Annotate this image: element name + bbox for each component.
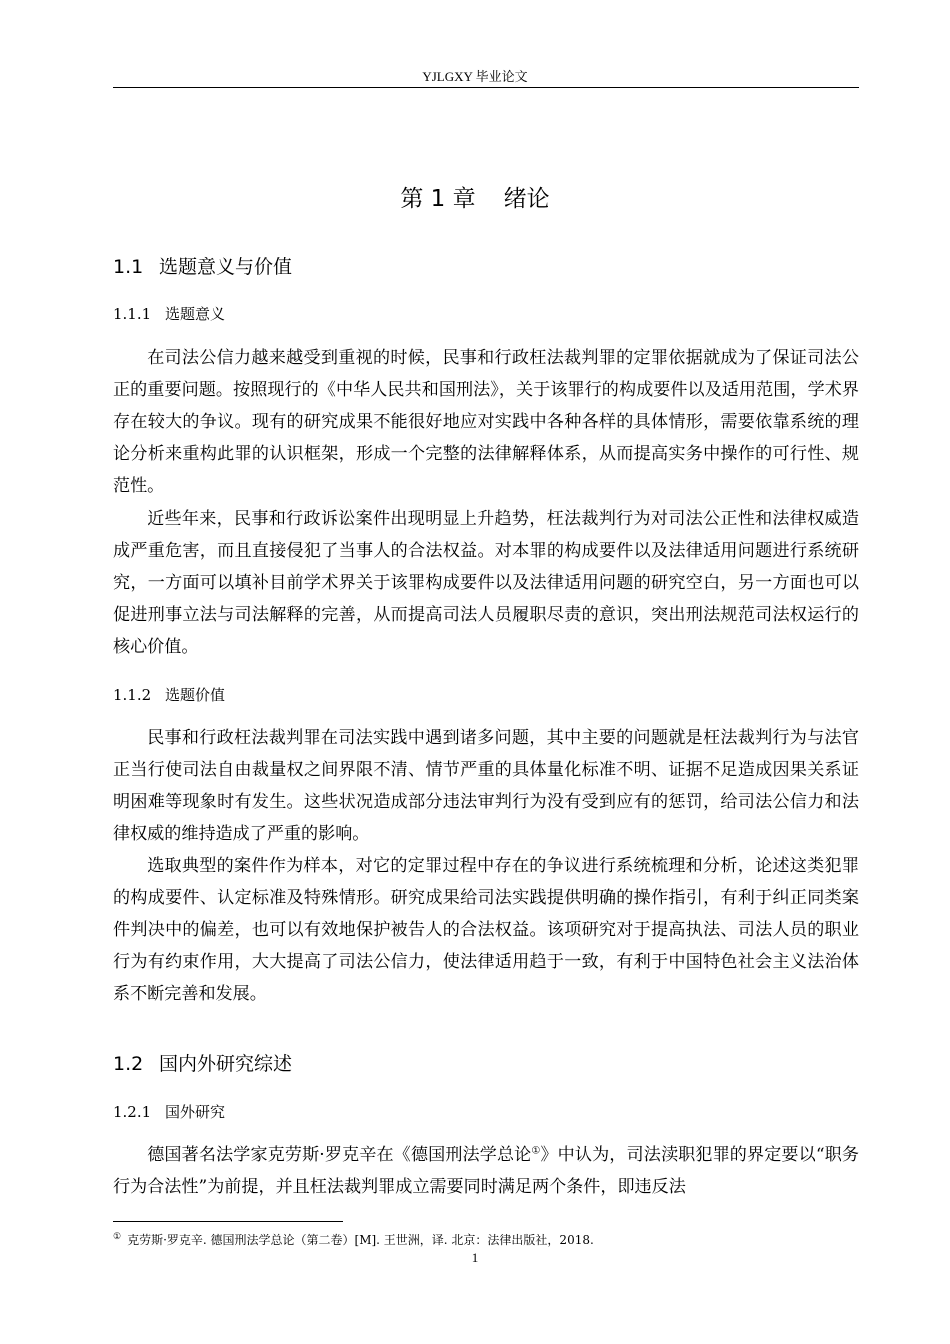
subsection-title: 选题价值 — [165, 686, 226, 704]
footnote — [113, 1231, 873, 1248]
paragraph-text: 》中认为，司法渎职犯罪的界定要以“职务行为合法性”为前提，并且枉法裁判罪成立需要同时满足两个条件，即违反法 — [113, 1145, 859, 1198]
running-header: YJLGXY 毕业论文 — [422, 69, 528, 84]
subsection-number: 1.2.1 — [113, 1103, 152, 1121]
body-paragraph-with-footnote — [113, 1139, 859, 1203]
subsection-title: 选题意义 — [165, 305, 226, 323]
subsection-title: 国外研究 — [165, 1103, 226, 1121]
section-heading-1-2 — [113, 1049, 292, 1076]
body-paragraph: 近些年来，民事和行政诉讼案件出现明显上升趋势，枉法裁判行为对司法公正性和法律权威造成严重危害，而且直接侵犯了当事人的合法权益。对本罪的构成要件以及法律适用问题进行系统研究，一方面可以填补目前学术界关于该罪构成要件以及法律适用问题的研究空白，另一方面也可以促进刑事立法与司法解释的完善，从而提高司法人员履职尽责的意识，突出刑法规范司法权运行的核心价值。 — [113, 509, 859, 658]
section-number: 1.2 — [113, 1053, 144, 1075]
section-number: 1.1 — [113, 256, 144, 278]
section-title: 国内外研究综述 — [159, 1053, 293, 1075]
chapter-title — [0, 180, 950, 213]
header-rule — [113, 87, 859, 88]
body-paragraph: 民事和行政枉法裁判罪在司法实践中遇到诸多问题，其中主要的问题就是枉法裁判行为与法官正当行使司法自由裁量权之间界限不清、情节严重的具体量化标准不明、证据不足造成因果关系证明困难等现象时有发生。这些状况造成部分违法审判行为没有受到应有的惩罚，给司法公信力和法律权威的维持造成了严重的影响。 — [113, 728, 859, 845]
section-title: 选题意义与价值 — [159, 256, 293, 278]
paragraph-text: 德国著名法学家克劳斯·罗克辛在《德国刑法学总论 — [147, 1145, 532, 1165]
body-paragraph: 选取典型的案件作为样本，对它的定罪过程中存在的争议进行系统梳理和分析，论述这类犯罪的构成要件、认定标准及特殊情形。研究成果给司法实践提供明确的操作指引，有利于纠正同类案件判决中的偏差，也可以有效地保护被告人的合法权益。该项研究对于提高执法、司法人员的职业行为有约束作用，大大提高了司法公信力，使法律适用趋于一致，有利于中国特色社会主义法治体系不断完善和发展。 — [113, 856, 859, 1005]
subsection-heading-1-2-1 — [113, 1101, 225, 1122]
section-heading-1-1 — [113, 252, 292, 279]
footnote-reference[interactable]: ① — [531, 1145, 541, 1157]
body-paragraph: 在司法公信力越来越受到重视的时候，民事和行政枉法裁判罪的定罪依据就成为了保证司法公正的重要问题。按照现行的《中华人民共和国刑法》，关于该罪行的构成要件以及适用范围，学术界存在较大的争议。现有的研究成果不能很好地应对实践中各种各样的具体情形，需要依靠系统的理论分析来重构此罪的认识框架，形成一个完整的法律解释体系，从而提高实务中操作的可行性、规范性。 — [113, 348, 859, 497]
footnote-mark: ① — [113, 1232, 122, 1242]
page-number: 1 — [471, 1250, 479, 1265]
subsection-heading-1-1-2 — [113, 684, 225, 705]
subsection-heading-1-1-1 — [113, 303, 225, 324]
footnote-rule — [113, 1221, 343, 1222]
chapter-number: 第 1 章 — [400, 186, 476, 212]
chapter-name: 绪论 — [503, 186, 550, 212]
footnote-text: 克劳斯·罗克辛. 德国刑法学总论（第二卷）[M]. 王世洲，译. 北京：法律出版社，2018. — [127, 1233, 594, 1247]
subsection-number: 1.1.1 — [113, 305, 152, 323]
subsection-number: 1.1.2 — [113, 686, 152, 704]
